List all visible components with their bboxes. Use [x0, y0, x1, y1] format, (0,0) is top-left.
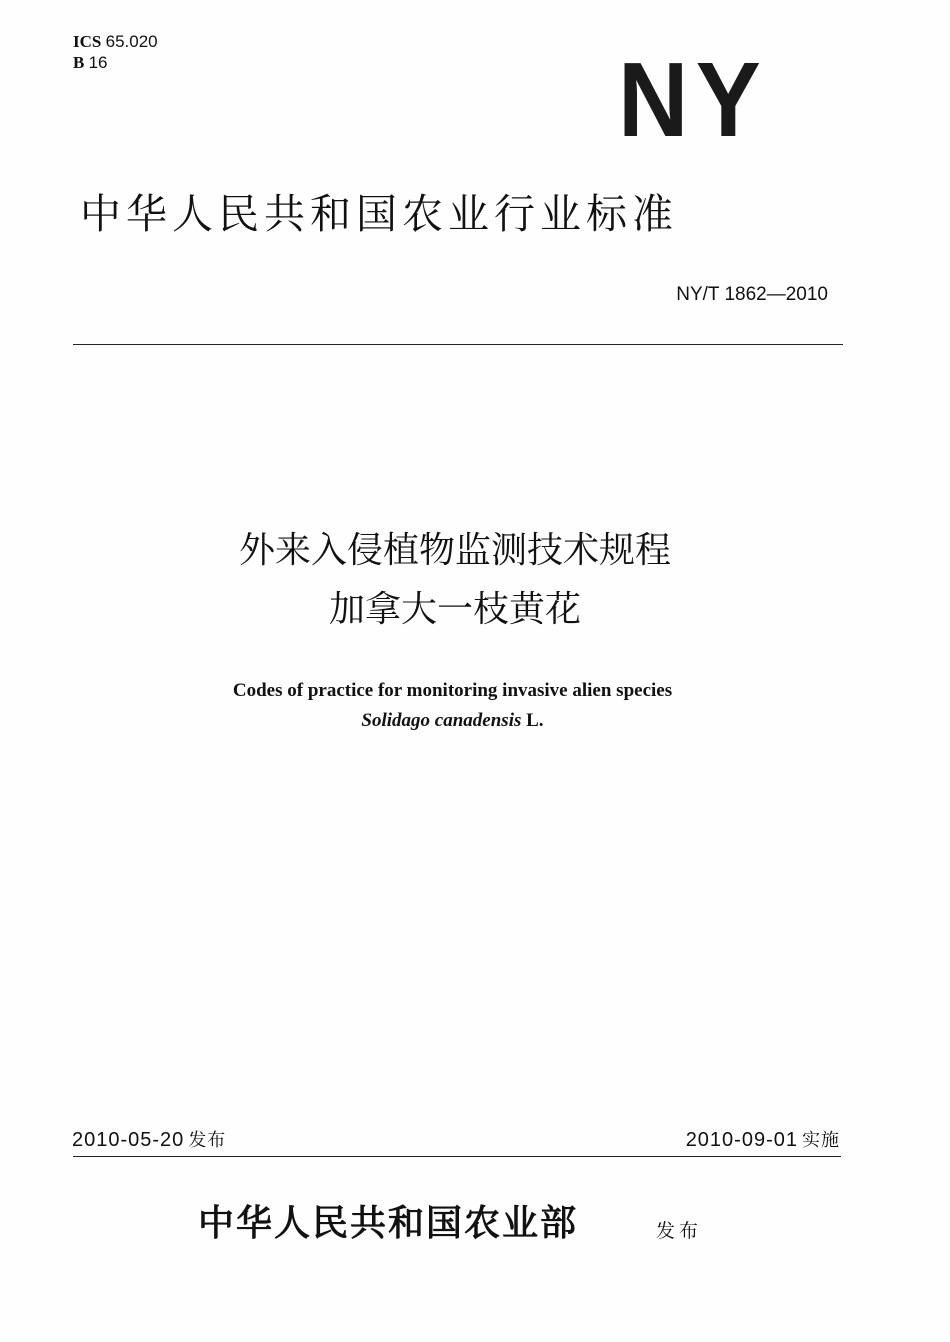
ics-line	[73, 31, 158, 52]
top-divider	[73, 344, 843, 345]
issue-label: 发布	[188, 1130, 227, 1151]
standard-number: NY/T 1862—2010	[676, 284, 828, 305]
implement-label: 实施	[802, 1130, 840, 1151]
species-authority: L.	[526, 710, 544, 731]
implement-date-block	[686, 1126, 840, 1152]
category-line	[73, 52, 158, 73]
issue-date-block	[72, 1126, 226, 1152]
bottom-divider	[73, 1156, 841, 1157]
ny-logo: NY	[618, 41, 769, 159]
issuing-label: 发布	[656, 1220, 703, 1242]
issue-date: 2010-05-20	[72, 1129, 185, 1151]
category-label: B	[73, 53, 85, 72]
species-name: Solidago canadensis	[361, 710, 522, 731]
english-title-line-2	[0, 706, 905, 736]
implement-date: 2010-09-01	[685, 1129, 798, 1151]
chinese-title-line-1: 外来入侵植物监测技术规程	[238, 530, 671, 571]
classification-codes	[73, 31, 158, 73]
issuing-authority: 中华人民共和国农业部	[198, 1202, 579, 1244]
ics-label: ICS	[73, 32, 102, 51]
category-code: 16	[88, 53, 108, 72]
standard-type-title: 中华人民共和国农业行业标准	[80, 190, 678, 238]
chinese-title-line-2: 加拿大一枝黄花	[328, 589, 581, 630]
ics-code: 65.020	[105, 32, 158, 51]
english-title-line-1: Codes of practice for monitoring invasive alien species	[232, 680, 673, 701]
